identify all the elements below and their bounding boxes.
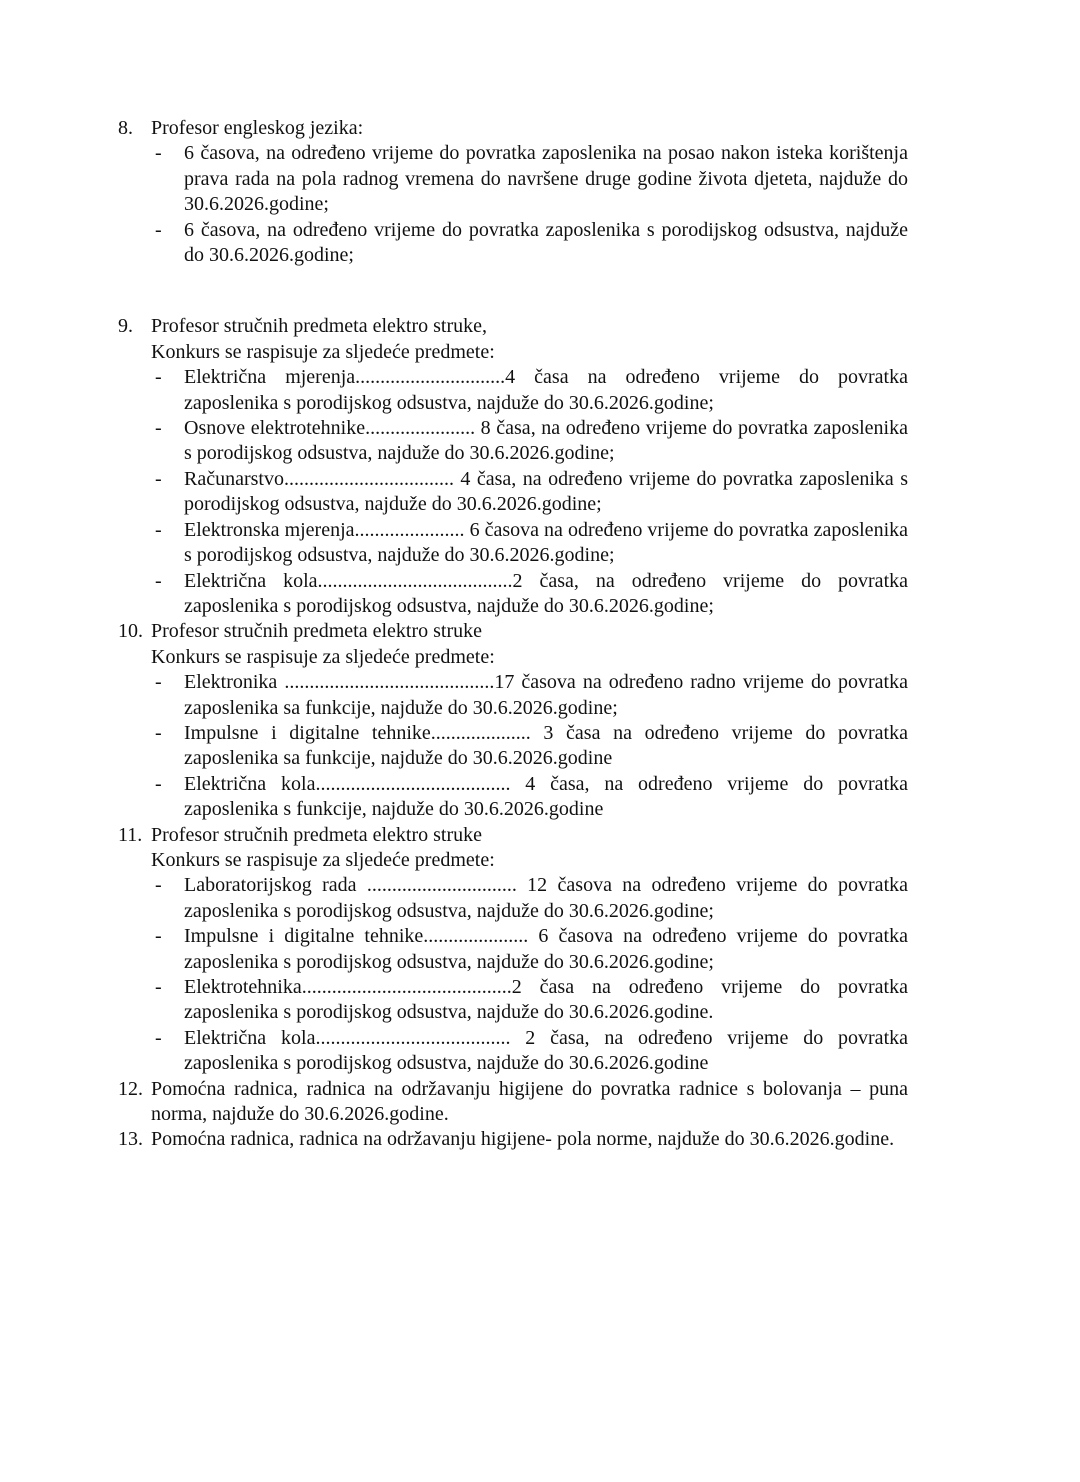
bullet-item <box>151 416 908 467</box>
bullet-item <box>151 141 908 217</box>
numbered-item <box>118 823 908 1077</box>
item-bullets <box>151 670 908 822</box>
bullet-item <box>151 721 908 772</box>
item-body <box>151 823 908 1077</box>
item-number: 9. <box>118 315 133 338</box>
item-title: Profesor stručnih predmeta elektro struke, <box>151 315 488 338</box>
bullet-text: Električna kola....................................... 4 časa, na određeno vrijeme do povratka zaposlenika s funkcije, najduže do 30.6.2026.godine <box>184 772 908 821</box>
bullet-text: Računarstvo.................................. 4 časa, na određeno vrijeme do povratka zaposlenika s porodijskog odsustva, najduže do 30.6.2026.godine; <box>184 467 908 516</box>
bullet-dash: - <box>155 142 162 165</box>
bullet-item <box>151 670 908 721</box>
bullet-text: Laboratorijskog rada .............................. 12 časova na određeno vrijeme do povratka zaposlenika s porodijskog odsustva, najduže do 30.6.2026.godine; <box>184 874 908 922</box>
item-title: Profesor stručnih predmeta elektro struke <box>151 823 483 846</box>
item-number: 8. <box>118 117 133 139</box>
bullet-item <box>151 467 908 518</box>
item-bullets <box>151 365 908 619</box>
item-title: Profesor stručnih predmeta elektro struke <box>151 620 483 643</box>
items-list <box>118 116 908 1153</box>
bullet-item <box>151 873 908 924</box>
item-intro: Konkurs se raspisuje za sljedeće predmete: <box>151 848 495 871</box>
bullet-item <box>151 569 908 620</box>
item-title: Pomoćna radnica, radnica na održavanju higijene- pola norme, najduže do 30.6.2026.godine. <box>151 1128 895 1151</box>
item-body <box>151 116 908 268</box>
bullet-item <box>151 975 908 1026</box>
item-intro: Konkurs se raspisuje za sljedeće predmete: <box>151 645 495 668</box>
numbered-item <box>118 1127 908 1152</box>
bullet-item <box>151 924 908 975</box>
bullet-text: Elektrotehnika..........................................2 časa na određeno vrijeme do povratka zaposlenika s porodijskog odsustva, najduže do 30.6.2026.godine. <box>184 976 908 1024</box>
item-body <box>151 314 908 619</box>
bullet-text: Električna mjerenja..............................4 časa na određeno vrijeme do povratka zaposlenika s porodijskog odsustva, najduže do 30.6.2026.godine; <box>184 366 908 414</box>
bullet-dash: - <box>155 976 162 998</box>
bullet-dash: - <box>155 218 162 241</box>
bullet-text: 6 časova, na određeno vrijeme do povratka zaposlenika s porodijskog odsustva, najduže do 30.6.2026.godine; <box>184 218 908 267</box>
bullet-text: Impulsne i digitalne tehnike.................... 3 časa na određeno vrijeme do povratka zaposlenika sa funkcije, najduže do 30.6.2026.godine <box>184 721 908 770</box>
bullet-dash: - <box>155 671 162 694</box>
numbered-item <box>118 314 908 619</box>
numbered-item <box>118 1077 908 1128</box>
item-intro: Konkurs se raspisuje za sljedeće predmete: <box>151 340 495 363</box>
item-number: 13. <box>118 1128 143 1151</box>
bullet-text: Elektronska mjerenja...................... 6 časova na određeno vrijeme do povratka zaposlenika s porodijskog odsustva, najduže do 30.6.2026.godine; <box>184 518 908 567</box>
bullet-dash: - <box>155 467 162 490</box>
bullet-dash: - <box>155 874 162 897</box>
bullet-text: 6 časova, na određeno vrijeme do povratka zaposlenika na posao nakon isteka korištenja prava rada na pola radnog vremena do navršene druge godine života djeteta, najduže do 30.6.2026.godine; <box>184 142 908 216</box>
item-body <box>151 1077 908 1128</box>
bullet-text: Impulsne i digitalne tehnike..................... 6 časova na određeno vrijeme do povratka zaposlenika s porodijskog odsustva, najduže do 30.6.2026.godine; <box>184 925 908 973</box>
bullet-text: Elektronika ..........................................17 časova na određeno radno vrijeme do povratka zaposlenika sa funkcije, najduže do 30.6.2026.godine; <box>184 671 908 719</box>
bullet-dash: - <box>155 925 162 948</box>
bullet-dash: - <box>155 721 162 744</box>
bullet-item <box>151 1026 908 1077</box>
item-body <box>151 619 908 822</box>
bullet-text: Električna kola....................................... 2 časa, na određeno vrijeme do povratka zaposlenika s porodijskog odsustva, najduže do 30.6.2026.godine <box>184 1026 908 1075</box>
bullet-dash: - <box>155 518 162 541</box>
item-bullets <box>151 141 908 268</box>
bullet-dash: - <box>155 366 162 389</box>
bullet-text: Električna kola.......................................2 časa, na određeno vrijeme do povratka zaposlenika s porodijskog odsustva, najduže do 30.6.2026.godine; <box>184 569 908 617</box>
bullet-dash: - <box>155 1026 162 1049</box>
bullet-dash: - <box>155 417 162 440</box>
bullet-dash: - <box>155 772 162 795</box>
item-title: Profesor engleskog jezika: <box>151 117 364 139</box>
bullet-text: Osnove elektrotehnike...................... 8 časa, na određeno vrijeme do povratka zaposlenika s porodijskog odsustva, najduže do 30.6.2026.godine; <box>184 417 908 465</box>
item-body <box>151 1127 908 1152</box>
bullet-item <box>151 518 908 569</box>
item-number: 10. <box>118 620 143 643</box>
bullet-item <box>151 772 908 823</box>
item-number: 12. <box>118 1077 143 1100</box>
bullet-item <box>151 365 908 416</box>
numbered-item <box>118 116 908 268</box>
item-bullets <box>151 873 908 1076</box>
item-title: Pomoćna radnica, radnica na održavanju higijene do povratka radnice s bolovanja – puna norma, najduže do 30.6.2026.godine. <box>151 1077 908 1126</box>
bullet-item <box>151 218 908 269</box>
item-number: 11. <box>118 823 143 846</box>
numbered-item <box>118 619 908 822</box>
document-content <box>118 116 908 1153</box>
bullet-dash: - <box>155 569 162 592</box>
